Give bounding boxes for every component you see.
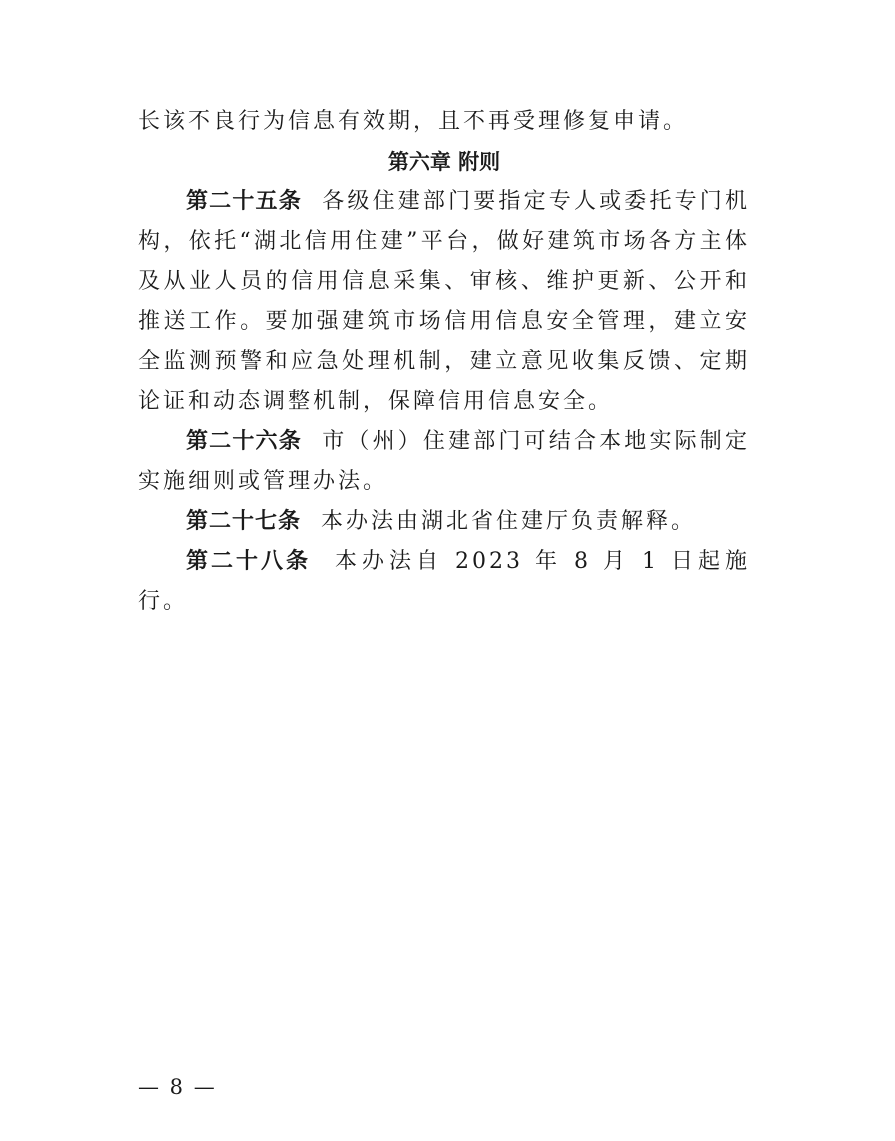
article-28 (138, 542, 750, 622)
article-text: 各级住建部门要指定专人或委托专门机构，依托“湖北信用住建”平台，做好建筑市场各方主体及从业人员的信用信息采集、审核、维护更新、公开和推送工作。要加强建筑市场信用信息安全管理，建立安全监测预警和应急处理机制，建立意见收集反馈、定期论证和动态调整机制，保障信用信息安全。 (138, 189, 750, 414)
article-label: 第二十八条 (186, 549, 312, 574)
article-25 (138, 182, 750, 422)
chapter-title: 第六章 附则 (387, 150, 501, 174)
article-text: 市（州）住建部门可结合本地实际制定实施细则或管理办法。 (138, 429, 750, 494)
article-text: 本办法自 2023 年 8 月 1 日起施行。 (138, 549, 750, 614)
article-label: 第二十七条 (186, 509, 302, 534)
article-label: 第二十六条 (186, 429, 302, 454)
article-26 (138, 422, 750, 502)
article-27 (138, 502, 750, 542)
continuation-text: 长该不良行为信息有效期，且不再受理修复申请。 (138, 109, 689, 134)
document-body (138, 102, 750, 622)
page-number: — 8 — (138, 1075, 217, 1099)
article-text: 本办法由湖北省住建厅负责解释。 (321, 509, 697, 534)
article-label: 第二十五条 (186, 189, 302, 214)
